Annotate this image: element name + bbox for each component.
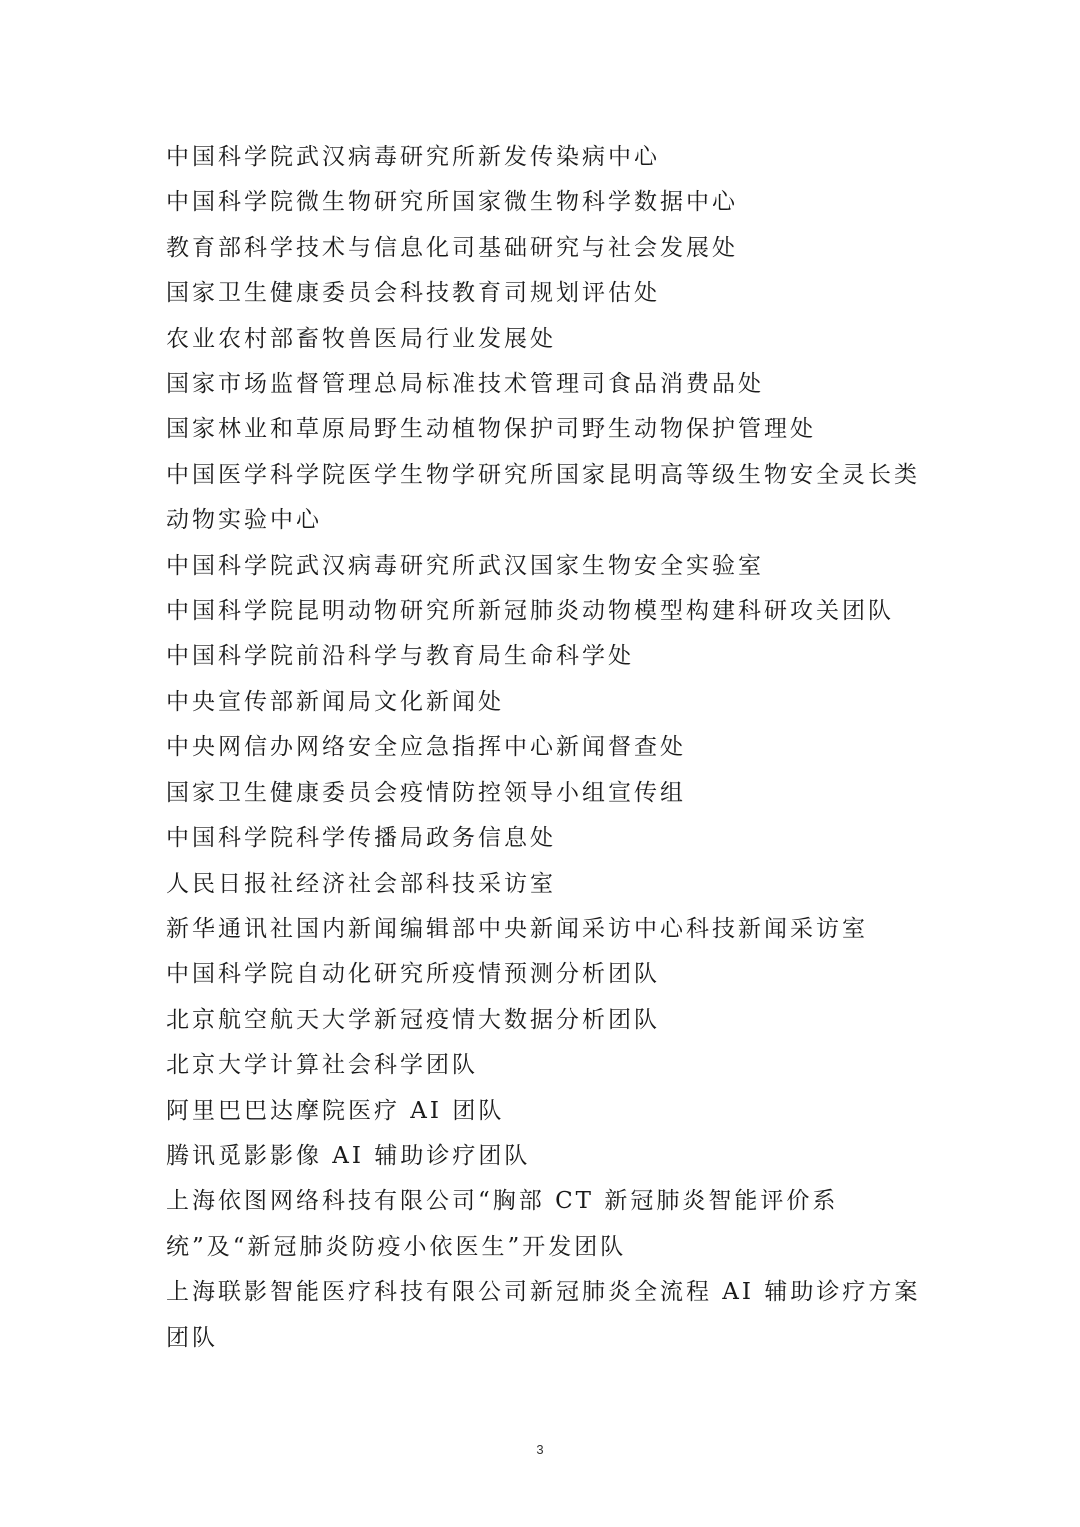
list-item: 上海联影智能医疗科技有限公司新冠肺炎全流程 AI 辅助诊疗方案团队 [166, 1279, 921, 1351]
list-item: 农业农村部畜牧兽医局行业发展处 [166, 325, 556, 352]
list-item: 上海依图网络科技有限公司“胸部 CT 新冠肺炎智能评价系统”及“新冠肺炎防疫小依医生”开发团队 [166, 1188, 839, 1260]
list-item: 中央网信办网络安全应急指挥中心新闻督查处 [166, 734, 686, 761]
list-item: 新华通讯社国内新闻编辑部中央新闻采访中心科技新闻采访室 [166, 915, 868, 942]
list-item: 北京大学计算社会科学团队 [166, 1052, 478, 1079]
list-item: 中国科学院武汉病毒研究所武汉国家生物安全实验室 [166, 552, 764, 579]
list-item: 国家市场监督管理总局标准技术管理司食品消费品处 [166, 371, 764, 398]
list-item: 阿里巴巴达摩院医疗 AI 团队 [166, 1097, 505, 1124]
list-item: 中国科学院科学传播局政务信息处 [166, 825, 556, 852]
list-item: 中央宣传部新闻局文化新闻处 [166, 688, 504, 715]
list-item: 中国科学院昆明动物研究所新冠肺炎动物模型构建科研攻关团队 [166, 598, 894, 625]
list-item: 中国科学院武汉病毒研究所新发传染病中心 [166, 144, 660, 170]
list-item: 中国科学院微生物研究所国家微生物科学数据中心 [166, 189, 738, 216]
page-number: 3 [536, 1442, 544, 1457]
list-item: 国家卫生健康委员会科技教育司规划评估处 [166, 280, 660, 307]
list-item: 中国科学院前沿科学与教育局生命科学处 [166, 643, 634, 670]
list-item: 教育部科学技术与信息化司基础研究与社会发展处 [166, 234, 738, 261]
list-item: 北京航空航天大学新冠疫情大数据分析团队 [166, 1006, 660, 1033]
list-item: 腾讯觅影影像 AI 辅助诊疗团队 [166, 1142, 531, 1169]
list-item: 中国科学院自动化研究所疫情预测分析团队 [166, 961, 660, 988]
list-item: 人民日报社经济社会部科技采访室 [166, 870, 556, 897]
list-item: 中国医学科学院医学生物学研究所国家昆明高等级生物安全灵长类动物实验中心 [166, 461, 920, 534]
list-item: 国家林业和草原局野生动植物保护司野生动物保护管理处 [166, 416, 816, 443]
organization-list [166, 135, 926, 1361]
list-item: 国家卫生健康委员会疫情防控领导小组宣传组 [166, 779, 686, 806]
